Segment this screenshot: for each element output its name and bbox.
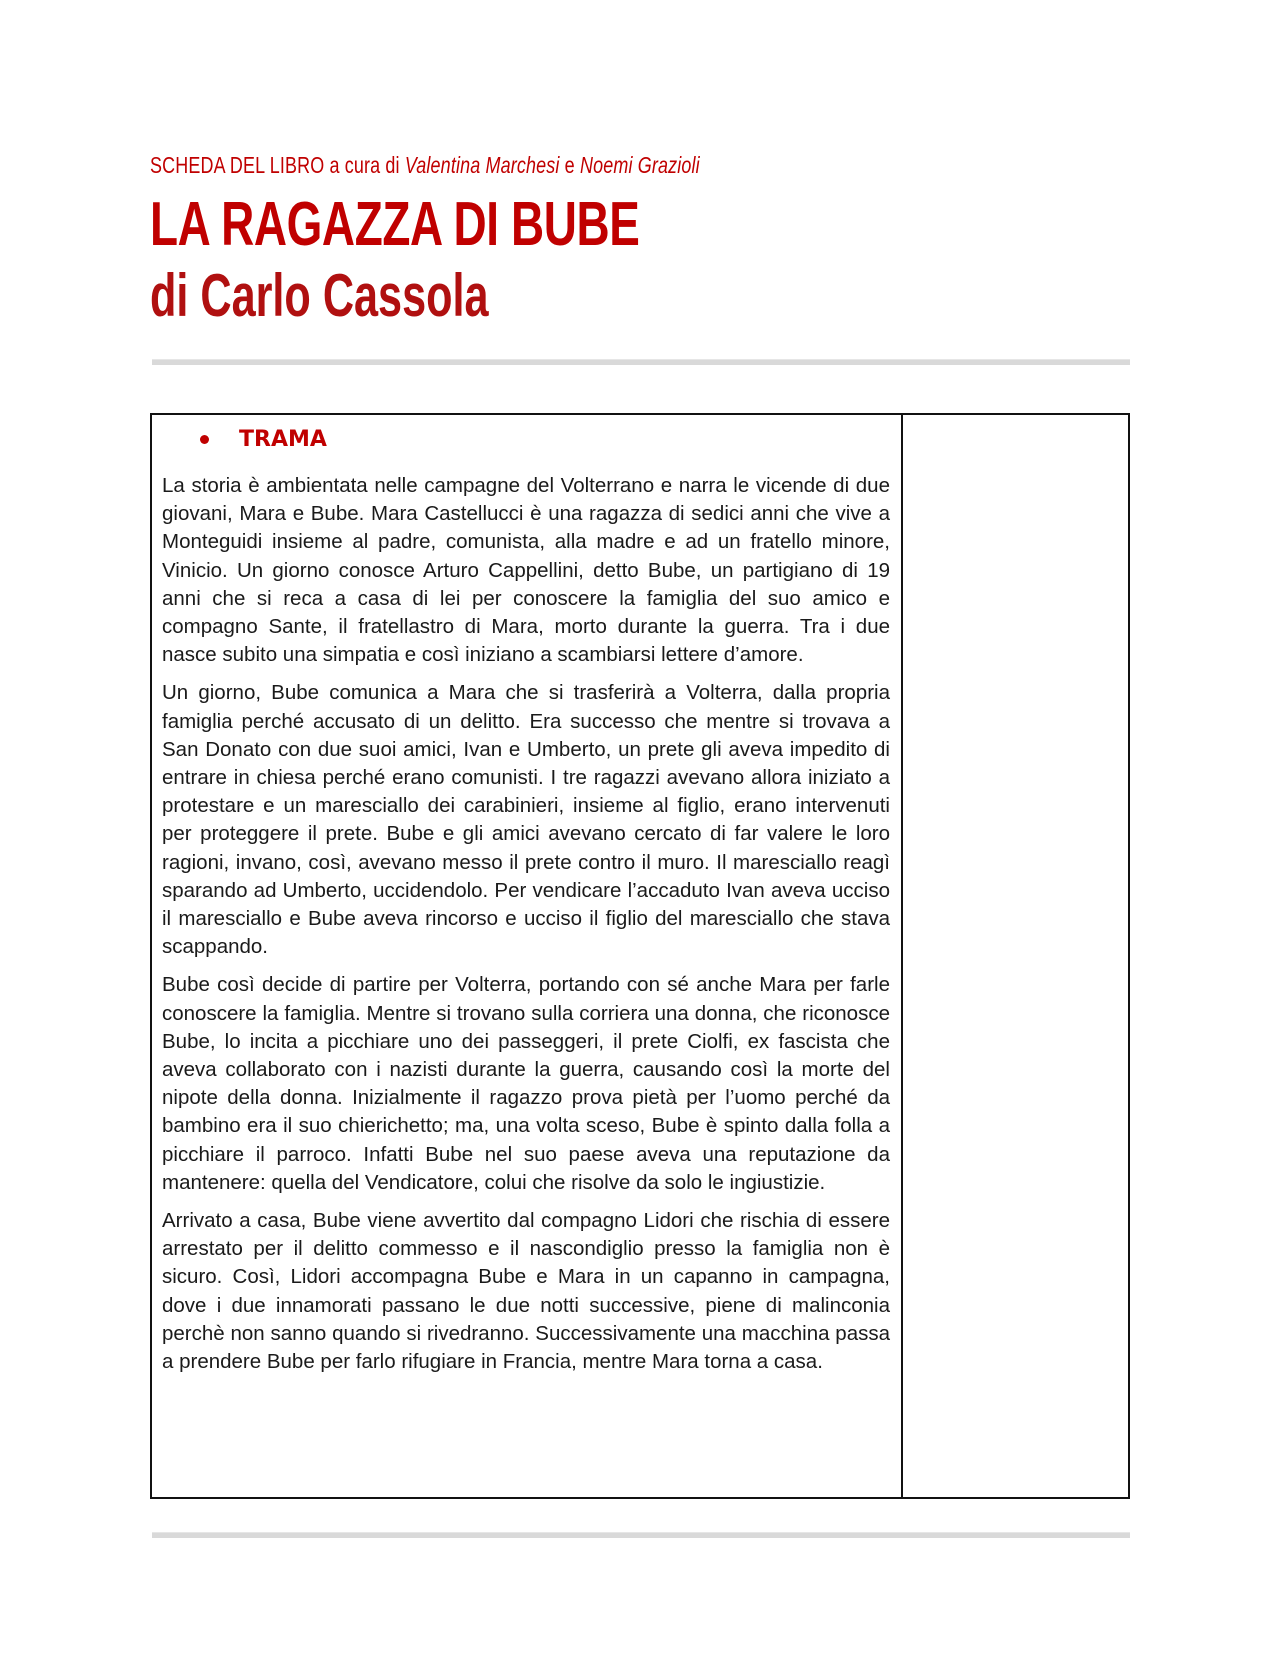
content-table [150, 413, 1130, 1499]
curated-by-text: a cura di [329, 152, 400, 178]
column-divider [901, 415, 903, 1497]
plot-paragraph-2: Un giorno, Bube comunica a Mara che si trasferirà a Volterra, dalla propria famiglia perché accusato di un delitto. Era successo che mentre si trovava a San Donato con due suoi amici, Ivan e Umberto, un prete gli aveva impedito di entrare in chiesa perché erano comunisti. I tre ragazzi avevano allora iniziato a protestare e un maresciallo dei carabinieri, insieme al figlio, erano intervenuti per proteggere il prete. Bube e gli amici avevano cercato di far valere le loro ragioni, invano, così, avevano messo il prete contro il muro. Il maresciallo reagì sparando ad Umberto, uccidendolo. Per vendicare l’accaduto Ivan aveva ucciso il maresciallo e Bube aveva rincorso e ucciso il figlio del maresciallo che stava scappando. [162, 681, 890, 959]
bottom-horizontal-rule [152, 1532, 1130, 1538]
book-sheet-header [150, 152, 700, 179]
book-title: LA RAGAZZA DI BUBE [150, 190, 640, 259]
plot-paragraph-4: Arrivato a casa, Bube viene avvertito dal compagno Lidori che rischia di essere arrestato per il delitto commesso e il nascondiglio presso la famiglia non è sicuro. Così, Lidori accompagna Bube e Mara in un capanno in campagna, dove i due innamorati passano le due notti successive, piene di malinconia perchè non sanno quando si rivedranno. Successivamente una macchina passa a prendere Bube per farlo rifugiare in Francia, mentre Mara torna a casa. [162, 1209, 890, 1374]
plot-paragraph-3: Bube così decide di partire per Volterra, portando con sé anche Mara per farle conoscere la famiglia. Mentre si trovano sulla corriera una donna, che riconosce Bube, lo incita a picchiare uno dei passeggeri, il prete Ciolfi, ex fascista che aveva collaborato con i nazisti durante la guerra, causando così la morte del nipote della donna. Inizialmente il ragazzo prova pietà per l’uomo perché da bambino era il suo chierichetto; ma, una volta sceso, Bube è spinto dalla folla a picchiare il parroco. Infatti Bube nel suo paese aveva una reputazione da mantenere: quella del Vendicatore, colui che risolve da solo le ingiustizie. [162, 973, 890, 1194]
section-heading [200, 427, 890, 452]
curator-name-1: Valentina Marchesi [404, 152, 560, 178]
curator-name-2: Noemi Grazioli [579, 152, 700, 178]
plot-paragraph-1: La storia è ambientata nelle campagne del Volterrano e narra le vicende di due giovani, Mara e Bube. Mara Castellucci è una ragazza di sedici anni che vive a Monteguidi insieme al padre, comunista, alla madre e ad un fratello minore, Vinicio. Un giorno conosce Arturo Cappellini, detto Bube, un partigiano di 19 anni che si reca a casa di lei per conoscere la famiglia del suo amico e compagno Sante, il fratellastro di Mara, morto durante la guerra. Tra i due nasce subito una simpatia e così iniziano a scambiarsi lettere d’amore. [162, 474, 890, 667]
book-author: di Carlo Cassola [150, 262, 489, 329]
sheet-label: SCHEDA DEL LIBRO [150, 152, 325, 178]
section-heading-label: TRAMA [239, 427, 327, 452]
top-horizontal-rule [152, 359, 1130, 365]
conjunction-text: e [564, 152, 575, 178]
bullet-icon [200, 435, 209, 444]
plot-cell [162, 427, 890, 1386]
